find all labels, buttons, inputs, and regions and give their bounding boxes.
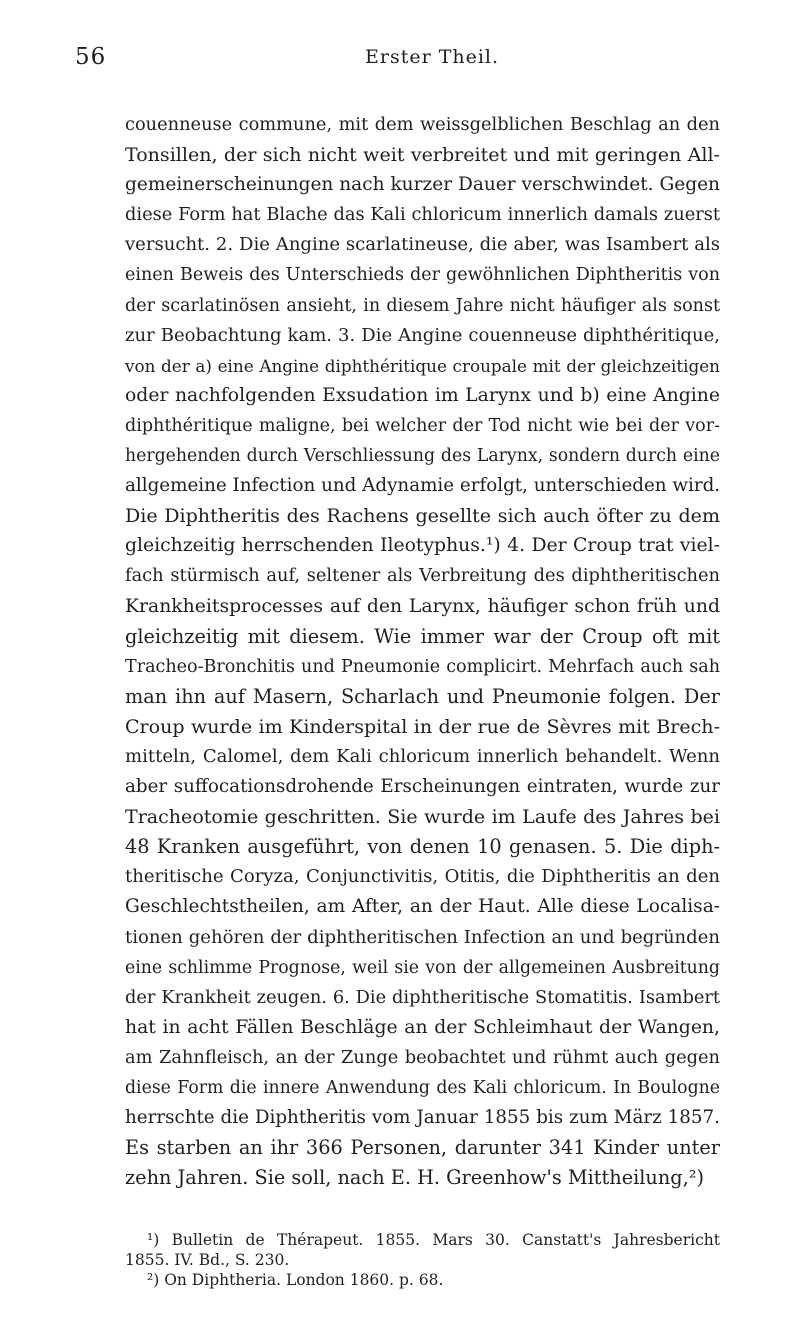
- text-line: am Zahnfleisch, an der Zunge beobachtet und rühmt auch gegen: [125, 1046, 720, 1068]
- text-line: allgemeine Infection und Adynamie erfolgt, unterschieden wird.: [125, 475, 721, 497]
- text-line: 48 Kranken ausgeführt, von denen 10 genasen. 5. Die diph-: [125, 835, 720, 859]
- text-line: oder nachfolgenden Exsudation im Larynx und b) eine Angine: [125, 384, 720, 406]
- text-line: der scarlatinösen ansieht, in diesem Jahre nicht häufiger als sonst: [125, 295, 720, 316]
- text-line: fach stürmisch auf, seltener als Verbreitung des diphtheritischen: [125, 565, 720, 587]
- text-line: Tonsillen, der sich nicht weit verbreitet und mit geringen All-: [125, 144, 720, 167]
- text-line: tionen gehören der diphtheritischen Infection an und begründen: [125, 926, 720, 948]
- running-head: Erster Theil.: [365, 46, 500, 68]
- text-line: theritische Coryza, Conjunctivitis, Otitis, die Diphtheritis an den: [125, 866, 720, 888]
- text-line: einen Beweis des Unterschieds der gewöhnlichen Diphtheritis von: [125, 265, 720, 286]
- text-line: diese Form die innere Anwendung des Kali chloricum. In Boulogne: [125, 1078, 720, 1098]
- text-line: gleichzeitig mit diesem. Wie immer war der Croup oft mit: [125, 624, 720, 648]
- text-line: versucht. 2. Die Angine scarlatineuse, die aber, was Isambert als: [125, 234, 720, 256]
- text-line: der Krankheit zeugen. 6. Die diphtheritische Stomatitis. Isambert: [125, 986, 720, 1008]
- text-line: Croup wurde im Kinderspital in der rue de Sèvres mit Brech-: [125, 715, 720, 738]
- page-number: 56: [75, 44, 107, 70]
- footnote-1: ¹) Bulletin de Thérapeut. 1855. Mars 30. Canstatt's Jahresbericht: [147, 1231, 720, 1249]
- text-line: couenneuse commune, mit dem weissgelblichen Beschlag an den: [125, 114, 720, 135]
- text-line: gleichzeitig herrschenden Ileotyphus.¹) 4. Der Croup trat viel-: [125, 535, 720, 557]
- text-line: hat in acht Fällen Beschläge an der Schleimhaut der Wangen,: [125, 1016, 720, 1038]
- body-text: [125, 110, 720, 1193]
- text-line: man ihn auf Masern, Scharlach und Pneumonie folgen. Der: [125, 684, 720, 708]
- text-line: gemeinerscheinungen nach kurzer Dauer verschwindet. Gegen: [125, 174, 720, 196]
- text-line: Tracheo-Bronchitis und Pneumonie complicirt. Mehrfach auch sah: [125, 656, 720, 677]
- footnote-2: ²) On Diphtheria. London 1860. p. 68.: [147, 1271, 444, 1289]
- text-line: Es starben an ihr 366 Personen, darunter 341 Kinder unter: [125, 1136, 720, 1160]
- text-line: diphthéritique maligne, bei welcher der Tod nicht wie bei der vor-: [125, 415, 720, 436]
- text-line: zehn Jahren. Sie soll, nach E. H. Greenhow's Mittheilung,²): [125, 1166, 704, 1190]
- footnotes: [125, 1230, 720, 1290]
- text-line: eine schlimme Prognose, weil sie von der allgemeinen Ausbreitung: [125, 957, 720, 978]
- text-line: diese Form hat Blache das Kali chloricum innerlich damals zuerst: [125, 204, 720, 226]
- footnote-1-continued: 1855. IV. Bd., S. 230.: [125, 1251, 290, 1269]
- text-line: Die Diphtheritis des Rachens gesellte sich auch öfter zu dem: [125, 505, 720, 528]
- text-line: Geschlechtstheilen, am After, an der Haut. Alle diese Localisa-: [125, 896, 720, 918]
- text-line: hergehenden durch Verschliessung des Larynx, sondern durch eine: [125, 446, 720, 467]
- text-line: mitteln, Calomel, dem Kali chloricum innerlich behandelt. Wenn: [125, 745, 720, 767]
- text-line: Tracheotomie geschritten. Sie wurde im Laufe des Jahres bei: [125, 806, 720, 829]
- text-line: herrschte die Diphtheritis vom Januar 1855 bis zum März 1857.: [125, 1107, 720, 1129]
- text-line: aber suffocationsdrohende Erscheinungen eintraten, wurde zur: [125, 776, 720, 798]
- page-header: [75, 44, 725, 74]
- text-line: zur Beobachtung kam. 3. Die Angine couenneuse diphthéritique,: [125, 324, 720, 346]
- text-line: Krankheitsprocesses auf den Larynx, häufiger schon früh und: [125, 595, 720, 617]
- text-line: von der a) eine Angine diphthéritique croupale mit der gleichzeitigen: [125, 355, 720, 376]
